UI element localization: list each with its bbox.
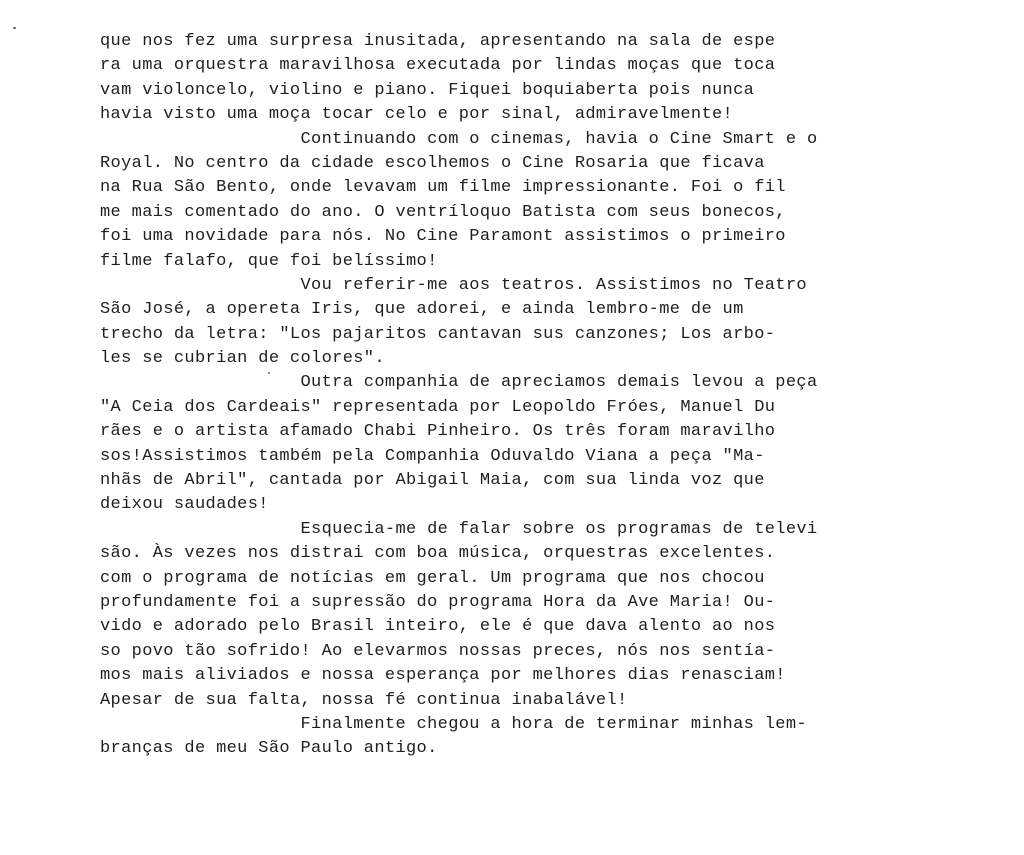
- text-line: mos mais aliviados e nossa esperança por melhores dias renasciam!: [100, 666, 786, 686]
- text-line: Continuando com o cinemas, havia o Cine Smart e o: [100, 129, 818, 149]
- text-line: havia visto uma moça tocar celo e por sinal, admiravelmente!: [100, 105, 734, 125]
- text-line: nhãs de Abril", cantada por Abigail Maia, com sua linda voz que: [100, 471, 765, 491]
- text-line: deixou saudades!: [100, 495, 269, 515]
- text-line: "A Ceia dos Cardeais" representada por Leopoldo Fróes, Manuel Du: [100, 397, 776, 417]
- text-line: vido e adorado pelo Brasil inteiro, ele é que dava alento ao nos: [100, 617, 776, 637]
- typed-text-body: [100, 30, 940, 762]
- text-line: filme falafo, que foi belíssimo!: [100, 251, 438, 271]
- text-line: les se cubrian de colores".: [100, 349, 385, 369]
- text-line: são. Às vezes nos distrai com boa música, orquestras excelentes.: [100, 544, 776, 564]
- text-line: vam violoncelo, violino e piano. Fiquei boquiaberta pois nunca: [100, 80, 755, 100]
- scan-speck: [13, 27, 16, 29]
- text-line: branças de meu São Paulo antigo.: [100, 739, 438, 759]
- text-line: foi uma novidade para nós. No Cine Paramont assistimos o primeiro: [100, 227, 786, 247]
- text-line: Esquecia-me de falar sobre os programas de televi: [100, 519, 818, 539]
- text-line: Royal. No centro da cidade escolhemos o Cine Rosaria que ficava: [100, 153, 765, 173]
- text-line: Vou referir-me aos teatros. Assistimos no Teatro: [100, 275, 807, 295]
- text-line: ra uma orquestra maravilhosa executada por lindas moças que toca: [100, 56, 776, 76]
- text-line: sos!Assistimos também pela Companhia Oduvaldo Viana a peça "Ma-: [100, 446, 765, 466]
- text-line: com o programa de notícias em geral. Um programa que nos chocou: [100, 568, 765, 588]
- text-line: São José, a opereta Iris, que adorei, e ainda lembro-me de um: [100, 300, 744, 320]
- text-line: me mais comentado do ano. O ventríloquo Batista com seus bonecos,: [100, 202, 786, 222]
- text-line: na Rua São Bento, onde levavam um filme impressionante. Foi o fil: [100, 178, 786, 198]
- text-line: trecho da letra: "Los pajaritos cantavan sus canzones; Los arbo-: [100, 324, 776, 344]
- text-line: que nos fez uma surpresa inusitada, apresentando na sala de espe: [100, 32, 776, 51]
- text-line: Outra companhia de apreciamos demais levou a peça: [100, 373, 818, 393]
- text-line: rães e o artista afamado Chabi Pinheiro. Os três foram maravilho: [100, 422, 776, 442]
- text-line: profundamente foi a supressão do programa Hora da Ave Maria! Ou-: [100, 592, 776, 612]
- text-line: so povo tão sofrido! Ao elevarmos nossas preces, nós nos sentía-: [100, 641, 776, 661]
- text-line: Finalmente chegou a hora de terminar minhas lem-: [100, 714, 807, 734]
- text-line: Apesar de sua falta, nossa fé continua inabalável!: [100, 690, 628, 710]
